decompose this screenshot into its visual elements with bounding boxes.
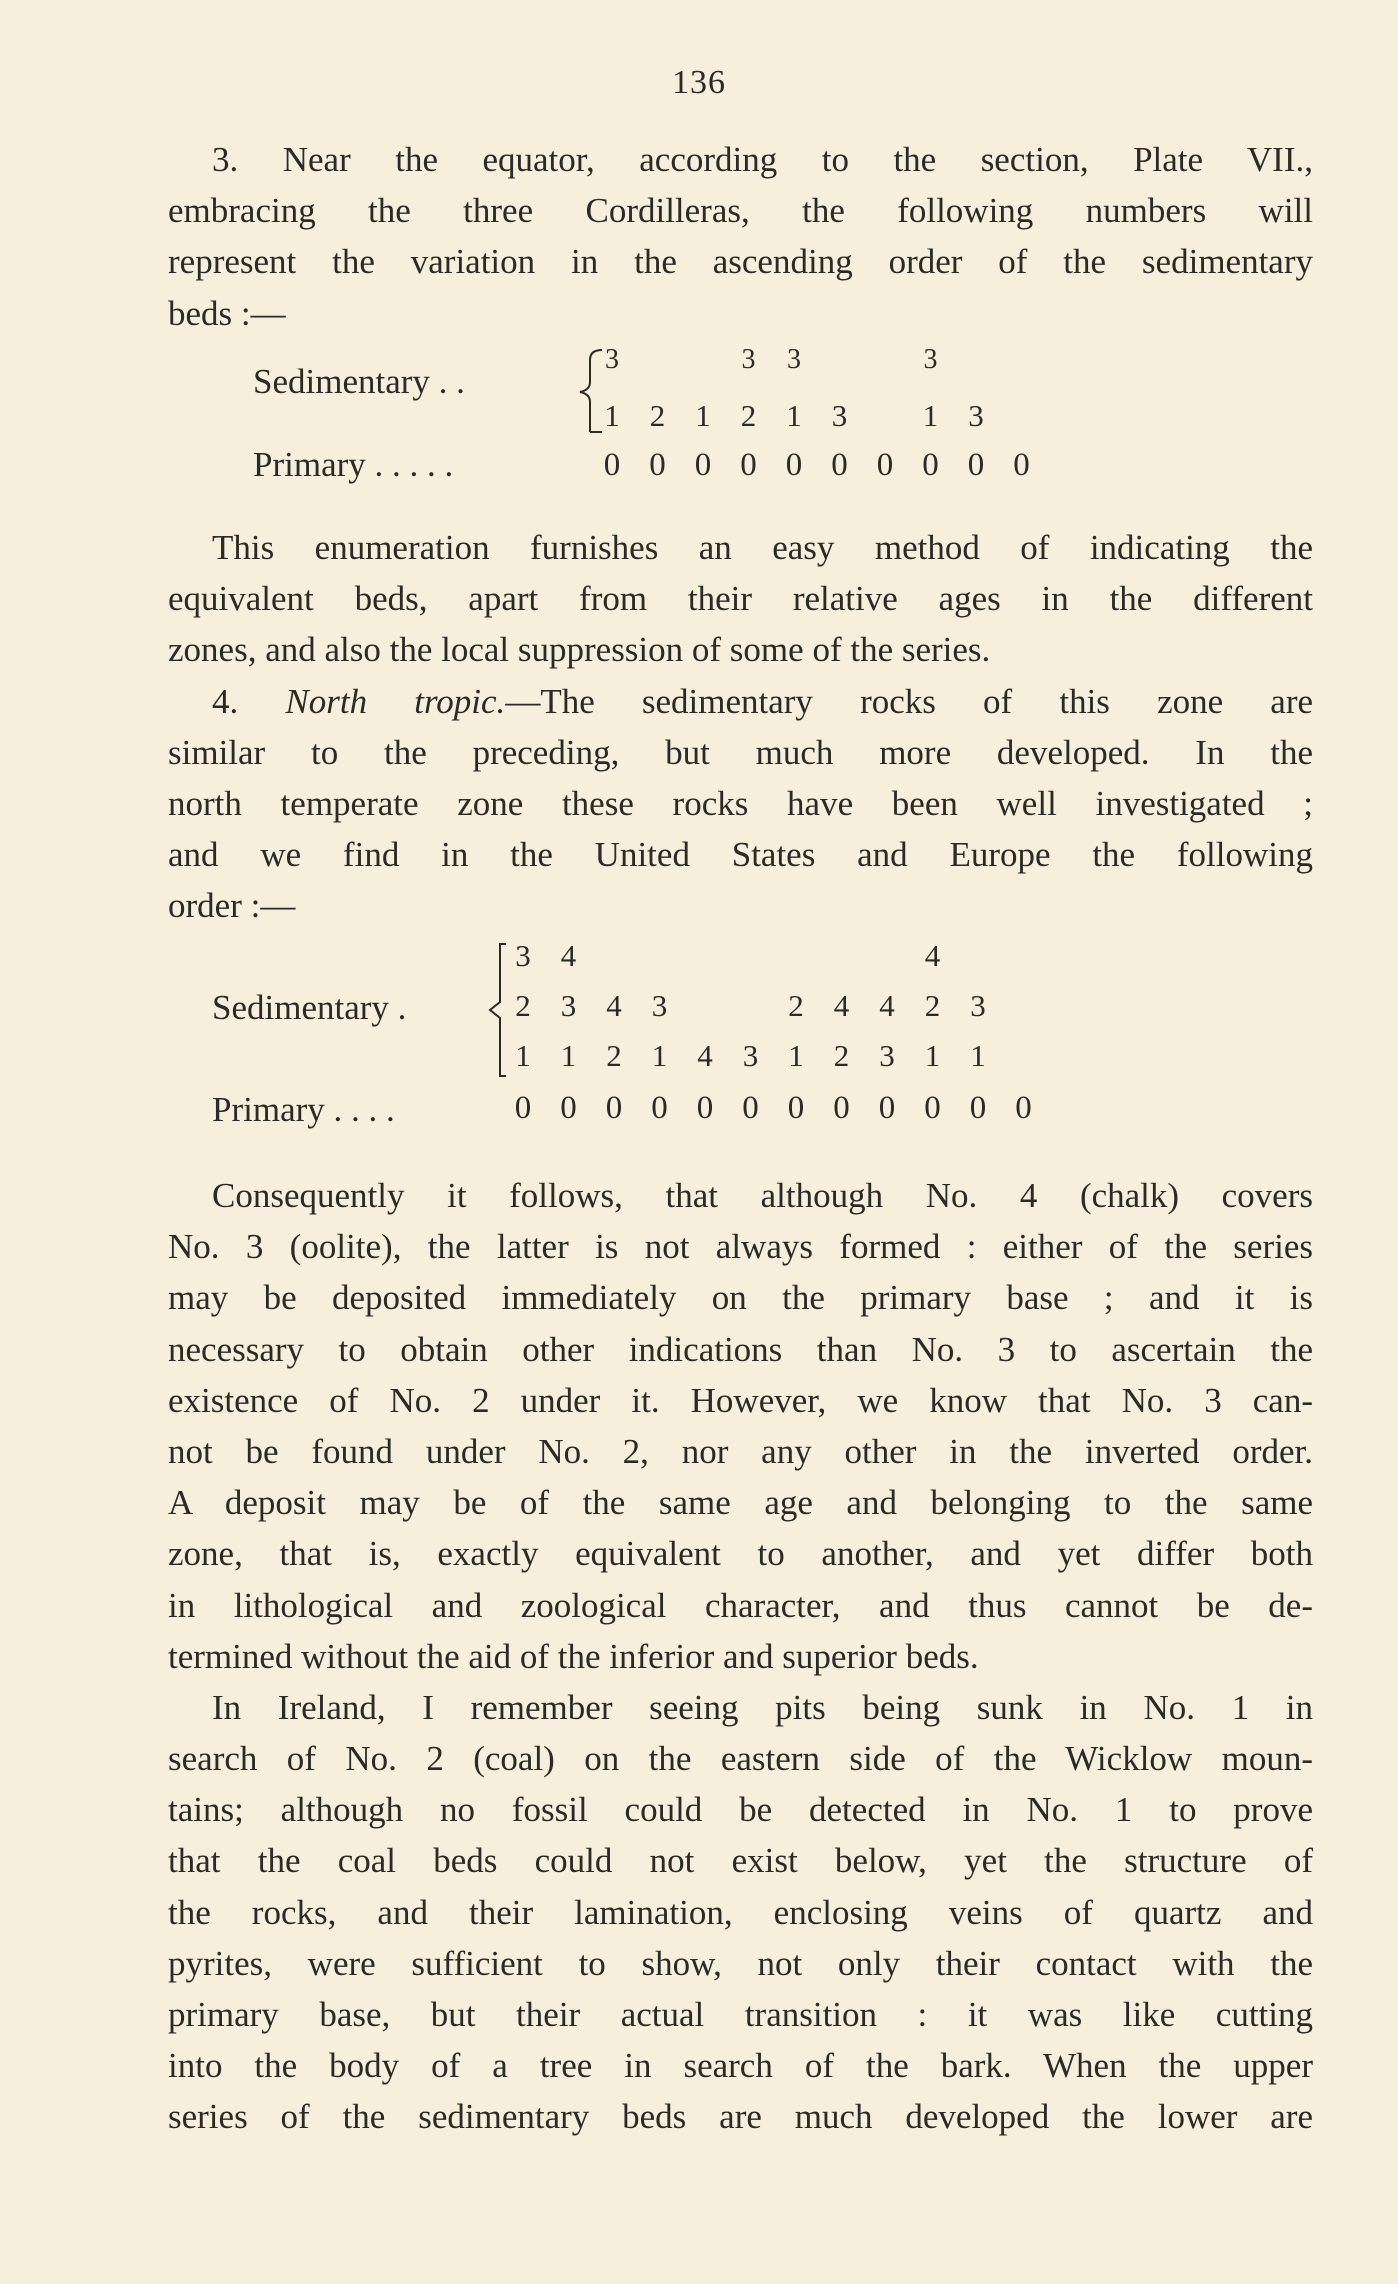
strata-number: 0 — [560, 1090, 577, 1126]
label-sedimentary: Sedimentary . . — [253, 362, 465, 401]
label-primary: Primary . . . . . — [253, 445, 454, 484]
strata-number: 0 — [833, 1090, 850, 1126]
strata-number: 3 — [742, 1038, 759, 1073]
text-line: A deposit may be of the same age and belonging to the same — [168, 1483, 1313, 1523]
strata-number: 1 — [651, 1038, 668, 1073]
text-line: pyrites, were sufficient to show, not only their contact with the — [168, 1943, 1313, 1983]
strata-number: 0 — [514, 1090, 532, 1126]
strata-number: 3 — [651, 988, 668, 1023]
text-line: No. 3 (oolite), the latter is not always formed : either of the series — [168, 1227, 1313, 1267]
strata-number: 4 — [833, 988, 850, 1023]
text-line: the rocks, and their lamination, enclosing veins of quartz and — [168, 1892, 1313, 1932]
text-line: 3. Near the equator, according to the section, Plate VII., — [212, 140, 1313, 179]
strata-number: 0 — [603, 447, 621, 483]
strata-number: 0 — [876, 447, 894, 483]
strata-number: 4 — [879, 988, 895, 1023]
strata-number: 1 — [924, 1038, 941, 1073]
text-line: series of the sedimentary beds are much developed the lower are — [168, 2097, 1313, 2137]
strata-number: 1 — [515, 1038, 531, 1073]
text-line: zones, and also the local suppression of some of the series. — [168, 630, 991, 670]
strata-number: 0 — [696, 1090, 714, 1126]
strata-number: 1 — [788, 1038, 804, 1073]
strata-number: 0 — [651, 1090, 668, 1126]
strata-number: 0 — [694, 447, 712, 483]
text-line: Consequently it follows, that although No. 4 (chalk) covers — [212, 1176, 1313, 1215]
strata-number: 0 — [1013, 447, 1030, 483]
text-line: that the coal beds could not exist below, yet the structure of — [168, 1841, 1313, 1881]
strata-number: 4 — [924, 938, 941, 973]
strata-number: 0 — [742, 1090, 759, 1126]
text-line: into the body of a tree in search of the bark. When the upper — [168, 2046, 1313, 2086]
strata-number: 1 — [970, 1038, 986, 1073]
strata-number: 0 — [649, 447, 666, 483]
page-number: 136 — [672, 64, 726, 101]
strata-number: 3 — [968, 398, 984, 433]
strata-number: 0 — [831, 447, 848, 483]
strata-number: 0 — [1015, 1090, 1032, 1126]
text-line: north temperate zone these rocks have been well investigated ; — [168, 783, 1313, 823]
text-line: not be found under No. 2, nor any other in the inverted order. — [168, 1431, 1313, 1471]
strata-number: 1 — [695, 398, 711, 433]
text-line: embracing the three Cordilleras, the following numbers will — [168, 191, 1313, 231]
strata-number: 4 — [606, 988, 622, 1023]
strata-number: 2 — [924, 988, 941, 1023]
strata-number: 3 — [605, 344, 619, 375]
strata-number: 0 — [967, 447, 985, 483]
text-line: tains; although no fossil could be detected in No. 1 to prove — [168, 1790, 1313, 1830]
strata-number: 2 — [788, 988, 804, 1023]
text-line: zone, that is, exactly equivalent to another, and yet differ both — [168, 1534, 1313, 1574]
strata-number: 1 — [604, 398, 620, 433]
text-line: This enumeration furnishes an easy method of indicating the — [212, 528, 1313, 567]
strata-number: 3 — [787, 344, 801, 375]
strata-number: 4 — [697, 1038, 713, 1073]
text-line: represent the variation in the ascending order of the sedimentary — [168, 242, 1313, 282]
text-line: order :— — [168, 886, 296, 926]
text-line: existence of No. 2 under it. However, we know that No. 3 can- — [168, 1380, 1313, 1420]
strata-number: 0 — [924, 1090, 941, 1126]
strata-number: 3 — [923, 344, 938, 375]
paragraph-consequently — [168, 1170, 1313, 2143]
text-line: In Ireland, I remember seeing pits being sunk in No. 1 in — [212, 1687, 1313, 1727]
strata-number: 0 — [878, 1090, 896, 1126]
text-line: necessary to obtain other indications than No. 3 to ascertain the — [168, 1329, 1313, 1369]
strata-number: 0 — [969, 1090, 987, 1126]
strata-number: 2 — [649, 398, 666, 433]
strata-number: 1 — [786, 398, 802, 433]
text-line: primary base, but their actual transition : it was like cutting — [168, 1995, 1313, 2034]
strata-number: 2 — [833, 1038, 850, 1073]
strata-number: 0 — [605, 1090, 623, 1126]
strata-number: 0 — [740, 447, 757, 483]
text-line: beds :— — [168, 293, 286, 333]
strata-number: 0 — [922, 447, 939, 483]
strata-number: 3 — [879, 1038, 895, 1073]
strata-number: 4 — [560, 938, 577, 973]
section-title: North tropic. — [285, 681, 506, 721]
text-line: in lithological and zoological character, and thus cannot be de- — [168, 1585, 1313, 1625]
label-sedimentary: Sedimentary . — [212, 988, 407, 1027]
text-line: equivalent beds, apart from their relative ages in the different — [168, 579, 1313, 619]
label-primary: Primary . . . . — [212, 1090, 395, 1129]
strata-number: 2 — [606, 1038, 622, 1073]
text-line: and we find in the United States and Europe the following — [168, 835, 1313, 875]
strata-number: 3 — [515, 938, 531, 973]
text-fragment: —The sedimentary rocks of this zone are — [505, 681, 1314, 721]
strata-number: 0 — [787, 1090, 805, 1126]
section-number: 4. — [212, 681, 239, 721]
text-line: may be deposited immediately on the primary base ; and it is — [168, 1278, 1313, 1318]
strata-number: 1 — [560, 1038, 577, 1073]
strata-number: 3 — [831, 398, 848, 433]
strata-number: 0 — [785, 447, 803, 483]
strata-number: 3 — [560, 988, 577, 1023]
strata-number: 2 — [740, 398, 757, 433]
text-line: termined without the aid of the inferior and superior beds. — [168, 1636, 979, 1676]
strata-number: 3 — [741, 344, 756, 375]
strata-number: 2 — [515, 988, 531, 1023]
text-line: similar to the preceding, but much more developed. In the — [168, 732, 1313, 772]
text-line: search of No. 2 (coal) on the eastern side of the Wicklow moun- — [168, 1739, 1313, 1779]
strata-number: 3 — [970, 988, 986, 1023]
strata-number: 1 — [922, 398, 939, 433]
